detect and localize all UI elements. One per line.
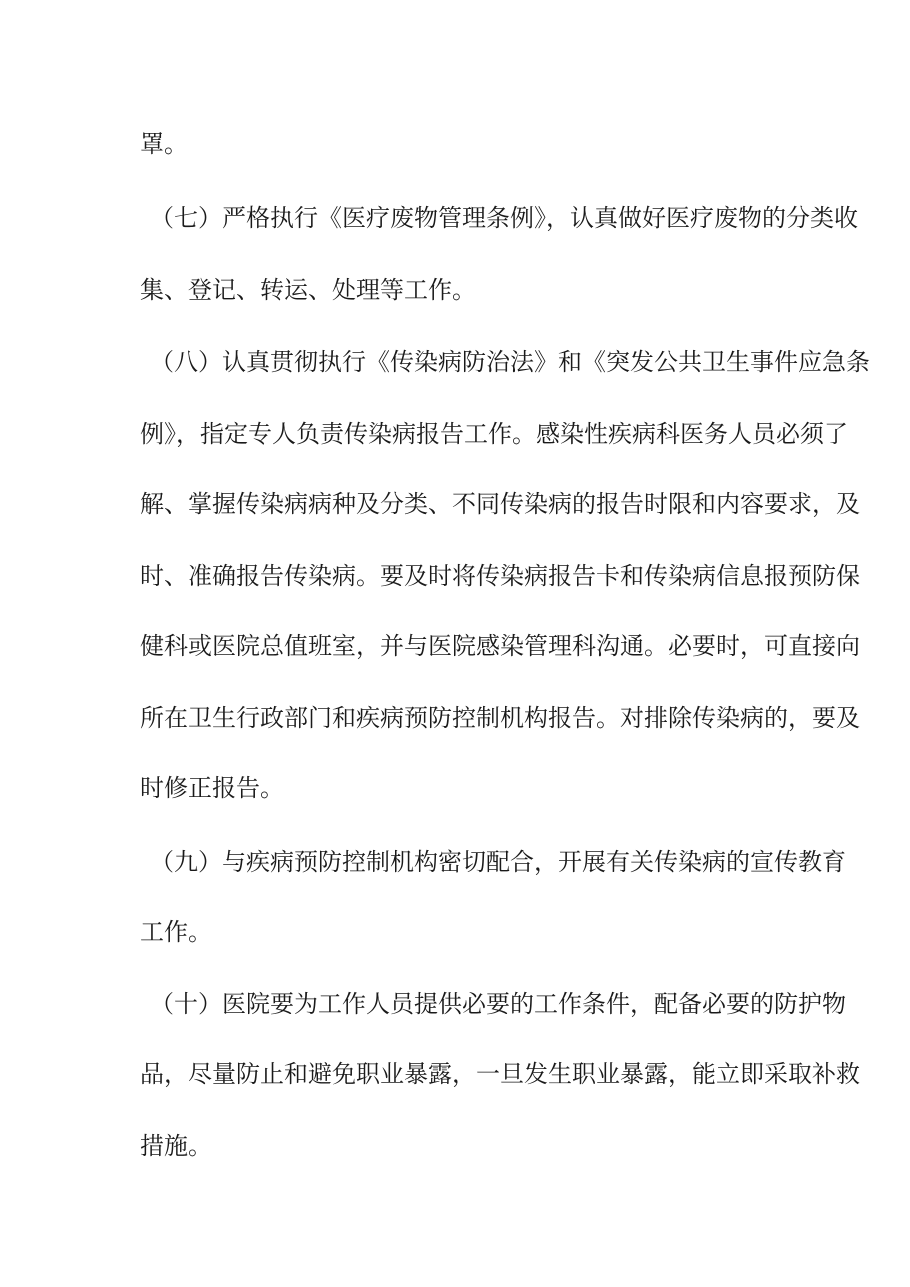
paragraph-9-line: （九）与疾病预防控制机构密切配合，开展有关传染病的宣传教育 (150, 848, 846, 876)
text-line: 工作。 (140, 918, 212, 946)
text-line: 解、掌握传染病病种及分类、不同传染病的报告时限和内容要求，及 (140, 490, 860, 518)
text-line: 时、准确报告传染病。要及时将传染病报告卡和传染病信息报预防保 (140, 562, 860, 590)
text-line: 罩。 (140, 130, 188, 158)
text-line: 品，尽量防止和避免职业暴露，一旦发生职业暴露，能立即采取补救 (140, 1060, 860, 1088)
text-line: 集、登记、转运、处理等工作。 (140, 276, 476, 304)
text-line: 例》，指定专人负责传染病报告工作。感染性疾病科医务人员必须了 (140, 420, 848, 448)
paragraph-8-line: （八）认真贯彻执行《传染病防治法》和《突发公共卫生事件应急条 (150, 348, 870, 376)
text-line: 时修正报告。 (140, 774, 284, 802)
text-line: 所在卫生行政部门和疾病预防控制机构报告。对排除传染病的，要及 (140, 704, 860, 732)
text-line: 健科或医院总值班室，并与医院感染管理科沟通。必要时，可直接向 (140, 632, 860, 660)
paragraph-10-line: （十）医院要为工作人员提供必要的工作条件，配备必要的防护物 (150, 990, 846, 1018)
text-line: 措施。 (140, 1132, 212, 1160)
paragraph-7-line: （七）严格执行《医疗废物管理条例》，认真做好医疗废物的分类收 (150, 204, 858, 232)
